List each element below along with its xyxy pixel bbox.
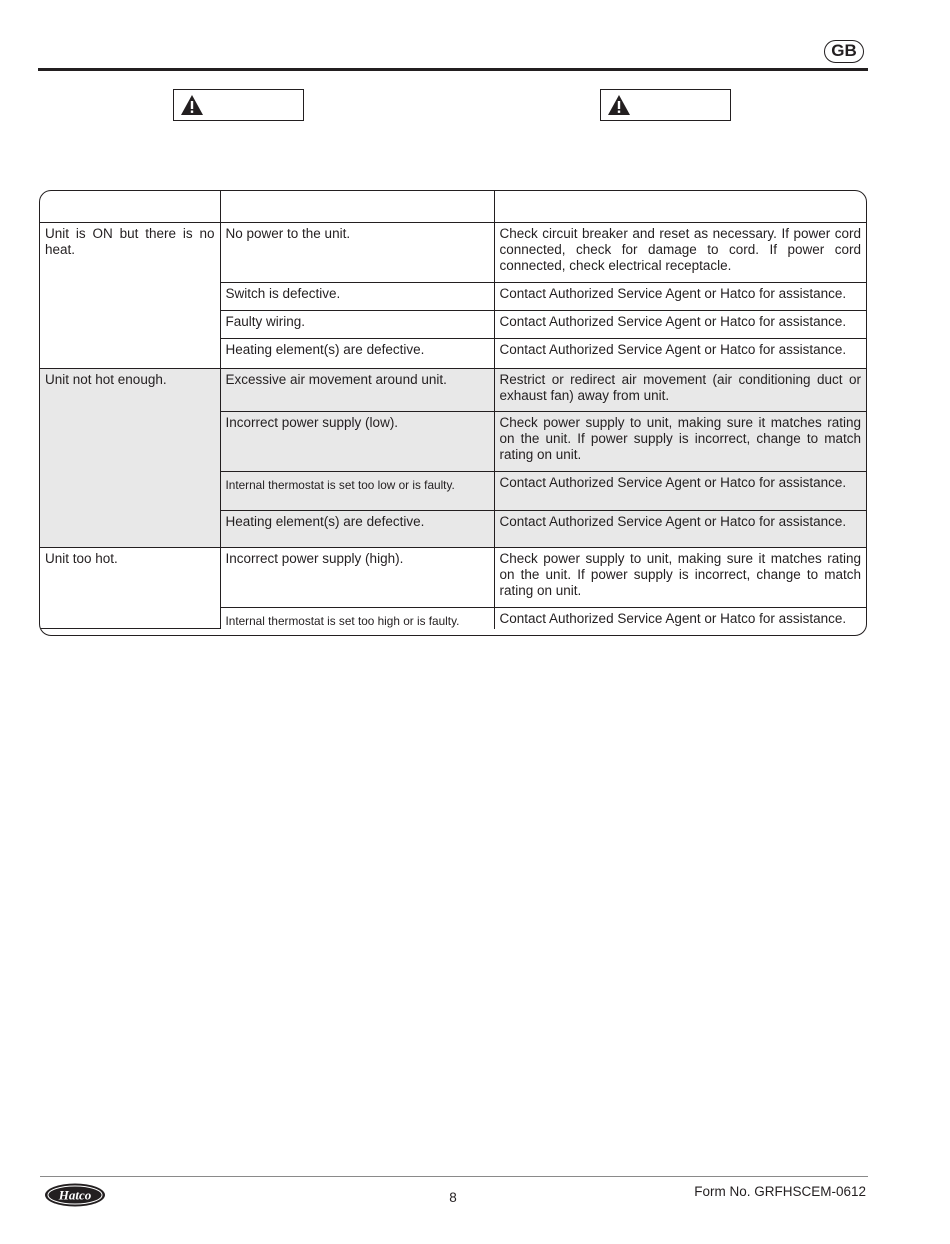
cause-cell: Faulty wiring. (220, 310, 494, 338)
symptom-cell: Unit is ON but there is no heat. (40, 222, 220, 368)
header-rule (38, 68, 868, 71)
hatco-logo (44, 1182, 106, 1213)
caution-label-box (600, 89, 731, 121)
header-cause (220, 191, 494, 222)
svg-text:Hatco: Hatco (58, 1187, 92, 1203)
warning-label-box (173, 89, 304, 121)
cause-cell: Internal thermostat is set too low or is faulty. (220, 471, 494, 510)
form-number: Form No. GRFHSCEM-0612 (694, 1184, 866, 1199)
footer-rule (40, 1176, 868, 1177)
solution-cell: Restrict or redirect air movement (air conditioning duct or exhaust fan) away from unit. (494, 368, 866, 411)
language-badge: GB (824, 40, 864, 63)
solution-cell: Contact Authorized Service Agent or Hatco for assistance. (494, 338, 866, 368)
solution-cell: Check circuit breaker and reset as necessary. If power cord connected, check for damage to cord. If power cord connected, check electrical receptacle. (494, 222, 866, 282)
solution-cell: Check power supply to unit, making sure it matches rating on the unit. If power supply is incorrect, change to match rating on unit. (494, 547, 866, 607)
cause-cell: Incorrect power supply (low). (220, 411, 494, 471)
cause-cell: Internal thermostat is set too high or is faulty. (220, 607, 494, 629)
cause-cell: Heating element(s) are defective. (220, 338, 494, 368)
header-symptom (40, 191, 220, 222)
cause-cell: Switch is defective. (220, 282, 494, 310)
solution-cell: Contact Authorized Service Agent or Hatco for assistance. (494, 471, 866, 510)
troubleshooting-table (39, 190, 867, 636)
table-header-row (40, 191, 866, 222)
cause-cell: Incorrect power supply (high). (220, 547, 494, 607)
header-solution (494, 191, 866, 222)
warning-triangle-icon (180, 94, 204, 116)
solution-cell: Contact Authorized Service Agent or Hatco for assistance. (494, 607, 866, 629)
solution-cell: Contact Authorized Service Agent or Hatco for assistance. (494, 282, 866, 310)
cause-cell: No power to the unit. (220, 222, 494, 282)
symptom-cell: Unit too hot. (40, 547, 220, 629)
cause-cell: Heating element(s) are defective. (220, 510, 494, 547)
table-row (40, 222, 866, 282)
solution-cell: Check power supply to unit, making sure it matches rating on the unit. If power supply is incorrect, change to match rating on unit. (494, 411, 866, 471)
symptom-cell: Unit not hot enough. (40, 368, 220, 547)
warning-triangle-icon (607, 94, 631, 116)
table-row (40, 368, 866, 411)
solution-cell: Contact Authorized Service Agent or Hatco for assistance. (494, 510, 866, 547)
table-row (40, 547, 866, 607)
solution-cell: Contact Authorized Service Agent or Hatco for assistance. (494, 310, 866, 338)
cause-cell: Excessive air movement around unit. (220, 368, 494, 411)
page-number: 8 (449, 1190, 457, 1205)
